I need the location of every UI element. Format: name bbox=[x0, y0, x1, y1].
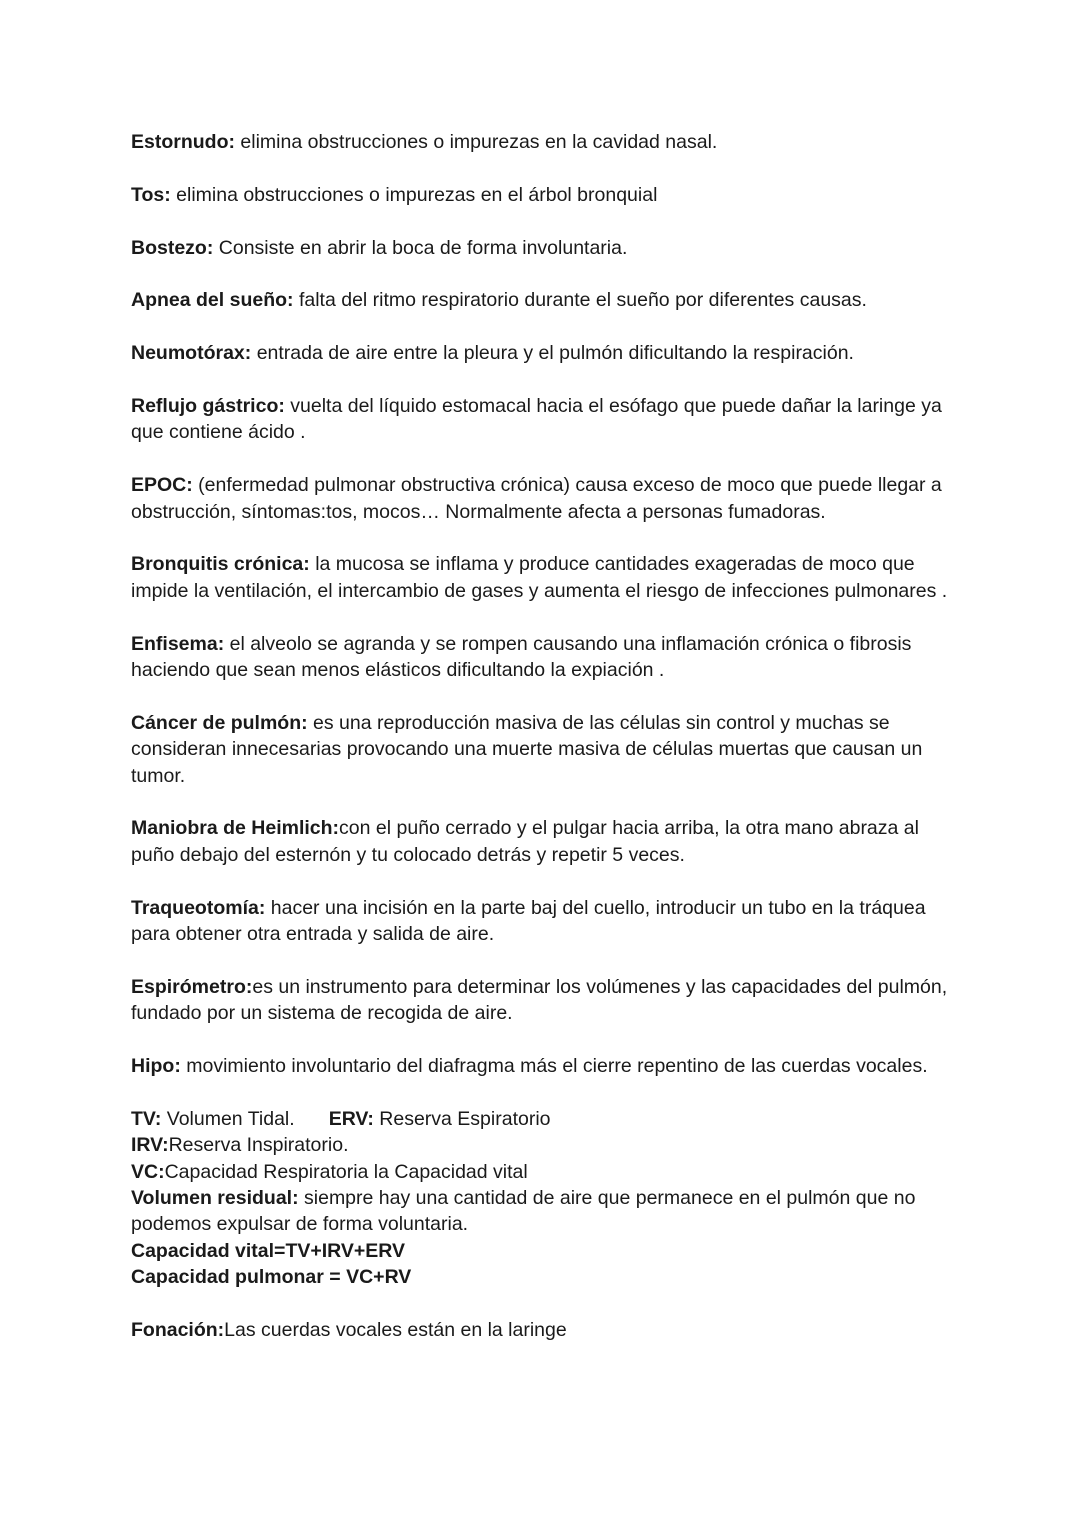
definition-text: el alveolo se agranda y se rompen causando una inflamación crónica o fibrosis haciendo que sean menos elásticos dificultando la expiación . bbox=[131, 632, 912, 681]
vc-line bbox=[131, 1159, 961, 1185]
tv-erv-line bbox=[131, 1106, 961, 1132]
erv-term: ERV: bbox=[328, 1107, 374, 1130]
definition-text: es un instrumento para determinar los volúmenes y las capacidades del pulmón, fundado por un sistema de recogida de aire. bbox=[131, 975, 948, 1025]
definition-cancer bbox=[131, 710, 961, 789]
term: Cáncer de pulmón: bbox=[131, 711, 308, 734]
lung-capacity-formula-text: Capacidad pulmonar = VC+RV bbox=[131, 1266, 412, 1289]
definition-text: (enfermedad pulmonar obstructiva crónica) causa exceso de moco que puede llegar a obstrucción, síntomas:tos, mocos… Normalmente afecta a personas fumadoras. bbox=[131, 474, 942, 523]
definition-text: con el puño cerrado y el pulgar hacia arriba, la otra mano abraza al puño debajo del esternón y tu colocado detrás y repetir 5 veces. bbox=[131, 817, 919, 866]
definition-espirometro bbox=[131, 974, 961, 1027]
term: Reflujo gástrico: bbox=[131, 394, 285, 417]
definition-text: es una reproducción masiva de las células sin control y muchas se consideran innecesarias provocando una muerte masiva de células muertas que causan un tumor. bbox=[131, 711, 923, 787]
document-page bbox=[131, 129, 961, 1370]
definition-epoc bbox=[131, 472, 961, 525]
tv-term: TV: bbox=[131, 1107, 162, 1130]
term: Hipo: bbox=[131, 1055, 181, 1078]
term: Maniobra de Heimlich: bbox=[131, 817, 340, 840]
definition-text: Consiste en abrir la boca de forma involuntaria. bbox=[213, 236, 628, 259]
term: Tos: bbox=[131, 183, 171, 206]
definition-tos bbox=[131, 182, 961, 208]
term: Traqueotomía: bbox=[131, 896, 266, 919]
irv-definition: Reserva Inspiratorio. bbox=[168, 1134, 349, 1157]
definition-text: la mucosa se inflama y produce cantidades exageradas de moco que impide la ventilación, el intercambio de gases y aumenta el riesgo de infecciones pulmonares . bbox=[131, 553, 948, 602]
term: Neumotórax: bbox=[131, 342, 252, 365]
lung-capacity-formula bbox=[131, 1264, 961, 1290]
term: Espirómetro: bbox=[131, 975, 253, 998]
definition-enfisema bbox=[131, 631, 961, 684]
irv-term: IRV: bbox=[131, 1134, 169, 1157]
definition-reflujo bbox=[131, 393, 961, 446]
definition-text: vuelta del líquido estomacal hacia el esófago que puede dañar la laringe ya que contiene ácido . bbox=[131, 394, 942, 444]
irv-line bbox=[131, 1132, 961, 1158]
definition-bronquitis bbox=[131, 551, 961, 604]
term: Estornudo: bbox=[131, 131, 235, 153]
vc-definition: Capacidad Respiratoria la Capacidad vital bbox=[164, 1160, 528, 1183]
definition-hipo bbox=[131, 1053, 961, 1079]
lung-volumes-section bbox=[131, 1106, 961, 1291]
residual-volume-term: Volumen residual: bbox=[131, 1187, 299, 1210]
vital-capacity-formula bbox=[131, 1238, 961, 1264]
term: Bostezo: bbox=[131, 236, 214, 259]
definition-text: elimina obstrucciones o impurezas en el árbol bronquial bbox=[170, 183, 658, 206]
definition-estornudo bbox=[131, 129, 961, 155]
erv-definition: Reserva Espiratorio bbox=[373, 1107, 551, 1130]
definition-bostezo bbox=[131, 235, 961, 261]
term: Fonación: bbox=[131, 1319, 225, 1342]
definition-text: movimiento involuntario del diafragma más el cierre repentino de las cuerdas vocales. bbox=[180, 1055, 928, 1078]
definition-text: entrada de aire entre la pleura y el pulmón dificultando la respiración. bbox=[251, 342, 854, 365]
vital-capacity-formula-text: Capacidad vital=TV+IRV+ERV bbox=[131, 1239, 406, 1262]
definition-apnea bbox=[131, 287, 961, 313]
definition-text: Las cuerdas vocales están en la laringe bbox=[224, 1319, 567, 1342]
definition-neumotorax bbox=[131, 340, 961, 366]
term: Bronquitis crónica: bbox=[131, 553, 310, 576]
vc-term: VC: bbox=[131, 1160, 165, 1183]
tv-definition: Volumen Tidal. bbox=[161, 1107, 295, 1130]
definition-heimlich bbox=[131, 815, 961, 868]
term: Apnea del sueño: bbox=[131, 289, 294, 312]
definition-text: elimina obstrucciones o impurezas en la cavidad nasal. bbox=[234, 131, 718, 153]
definition-text: hacer una incisión en la parte baj del cuello, introducir un tubo en la tráquea para obtener otra entrada y salida de aire. bbox=[131, 896, 926, 946]
definition-fonacion bbox=[131, 1317, 961, 1343]
term: EPOC: bbox=[131, 474, 193, 497]
residual-volume-line bbox=[131, 1185, 961, 1238]
residual-volume-definition: siempre hay una cantidad de aire que permanece en el pulmón que no podemos expulsar de forma voluntaria. bbox=[131, 1187, 916, 1236]
term: Enfisema: bbox=[131, 632, 225, 655]
definition-text: falta del ritmo respiratorio durante el sueño por diferentes causas. bbox=[293, 289, 867, 312]
definition-traqueotomia bbox=[131, 895, 961, 948]
